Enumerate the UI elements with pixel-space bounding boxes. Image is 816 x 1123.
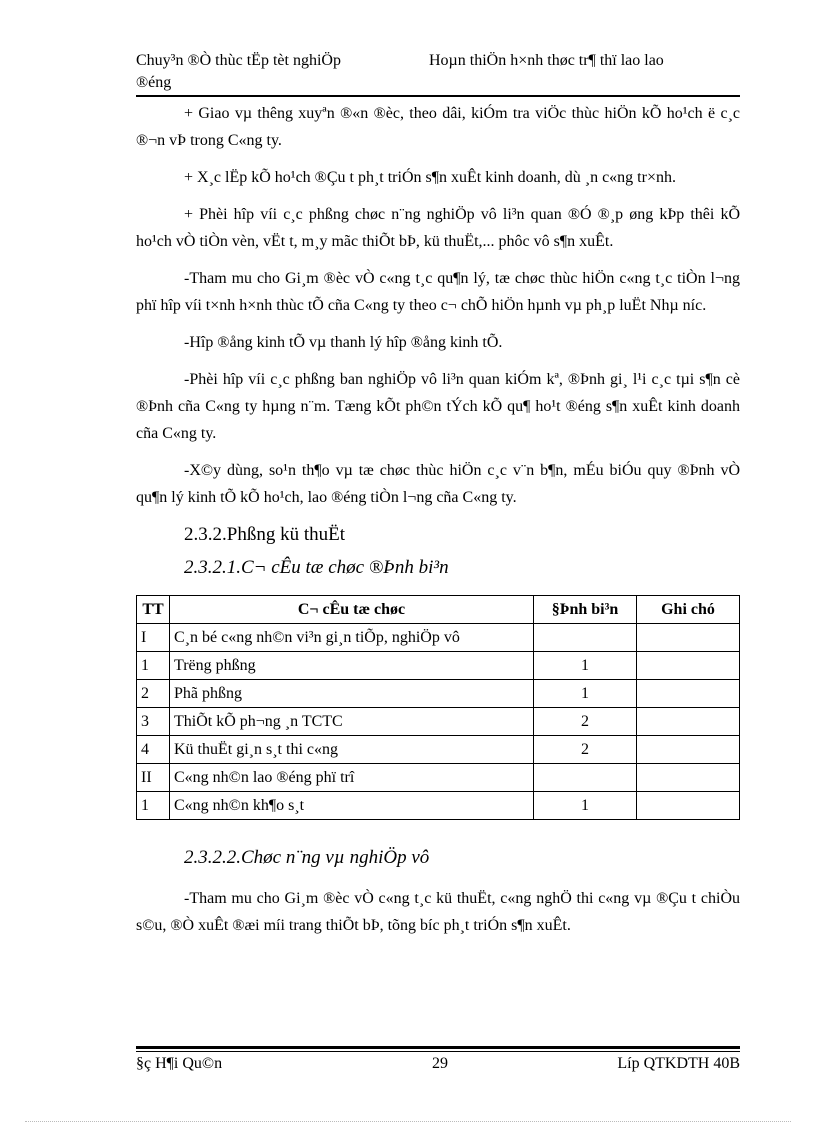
table-cell: 2	[137, 680, 170, 708]
paragraph: -Tham mu cho Gi¸m ®èc vÒ c«ng t¸c kü thuËt, c«ng nghÖ thi c«ng vµ ®Çu t chiÒu s©u, ®Ò xuÊt ®æi míi trang thiÕt bÞ, tõng bíc ph¸t triÓn s¶n xuÊt.	[136, 890, 740, 934]
table-cell: 2	[534, 736, 637, 764]
staffing-table	[136, 595, 740, 820]
column-header: Ghi chó	[637, 596, 740, 624]
table-cell	[534, 764, 637, 792]
footer-rule-thin	[136, 1051, 740, 1052]
table-cell: Phã phßng	[170, 680, 534, 708]
paragraph: -Tham mu cho Gi¸m ®èc vÒ c«ng t¸c qu¶n lý, tæ chøc thùc hiÖn c«ng t¸c tiÒn l¬ng phï hîp víi t×nh h×nh thùc tÕ cña C«ng ty theo c¬ chÕ hiÖn hµnh vµ ph¸p luËt Nhµ níc.	[136, 270, 740, 314]
table-row	[137, 652, 740, 680]
table-cell: C«ng nh©n kh¶o s¸t	[170, 792, 534, 820]
table-cell: ThiÕt kÕ ph¬ng ¸n TCTC	[170, 708, 534, 736]
table-cell: C«ng nh©n lao ®éng phï trî	[170, 764, 534, 792]
paragraph: -X©y dùng, so¹n th¶o vµ tæ chøc thùc hiÖn c¸c v¨n b¶n, mÉu biÓu quy ®Þnh vÒ qu¶n lý kinh tÕ kÕ ho¹ch, lao ®éng tiÒn l¬ng cña C«ng ty.	[136, 462, 740, 506]
header-left: Chuy³n ®Ò thùc tËp tèt nghiÖp	[136, 52, 341, 69]
footer-rule	[136, 1046, 740, 1049]
table-row	[137, 624, 740, 652]
table-row	[137, 680, 740, 708]
header-right: Hoµn thiÖn h×nh thøc tr¶ thï lao lao	[429, 52, 664, 69]
table-cell: 4	[137, 736, 170, 764]
table-cell: II	[137, 764, 170, 792]
table-cell: 1	[534, 680, 637, 708]
header-left-continued: ®éng	[136, 74, 172, 91]
subsection-title: 2.3.2.1.C¬ cÊu tæ chøc ®Þnh bi³n	[184, 557, 449, 578]
table-row	[137, 764, 740, 792]
table-cell: C¸n bé c«ng nh©n vi³n gi¸n tiÕp, nghiÖp vô	[170, 624, 534, 652]
table-cell	[637, 764, 740, 792]
paragraph: + Phèi hîp víi c¸c phßng chøc n¨ng nghiÖp vô li³n quan ®Ó ®¸p øng kÞp thêi kÕ ho¹ch vÒ tiÒn vèn, vËt t, m¸y mãc thiÕt bÞ, kü thuËt,... phôc vô s¶n xuÊt.	[136, 206, 740, 250]
header-rule	[136, 95, 740, 97]
column-header: §Þnh bi³n	[534, 596, 637, 624]
subsection-title: 2.3.2.2.Chøc n¨ng vµ nghiÖp vô	[184, 847, 430, 868]
paragraph: -Phèi hîp víi c¸c phßng ban nghiÖp vô li³n quan kiÓm kª, ®Þnh gi¸ l¹i c¸c tµi s¶n cè ®Þnh cña C«ng ty hµng n¨m. Tæng kÕt ph©n tÝch kÕ qu¶ ho¹t ®éng s¶n xuÊt kinh doanh cña C«ng ty.	[136, 371, 740, 442]
table-cell: 1	[137, 652, 170, 680]
table-cell	[534, 624, 637, 652]
table-cell: 3	[137, 708, 170, 736]
page-content	[136, 100, 740, 949]
table-cell	[637, 624, 740, 652]
page-edge-divider	[25, 1121, 791, 1122]
paragraph: + Giao vµ thêng xuyªn ®«n ®èc, theo dâi, kiÓm tra viÖc thùc hiÖn kÕ ho¹ch ë c¸c ®¬n vÞ trong C«ng ty.	[136, 105, 740, 149]
table-row	[137, 792, 740, 820]
column-header: C¬ cÊu tæ chøc	[170, 596, 534, 624]
table-cell: Trëng phßng	[170, 652, 534, 680]
paragraph: + X¸c lËp kÕ ho¹ch ®Çu t ph¸t triÓn s¶n xuÊt kinh doanh, dù ¸n c«ng tr×nh.	[184, 169, 676, 186]
table-cell	[637, 652, 740, 680]
table-cell	[637, 736, 740, 764]
table-row	[137, 708, 740, 736]
paragraph: -Hîp ®ång kinh tÕ vµ thanh lý hîp ®ång kinh tÕ.	[184, 334, 503, 351]
footer-class: Líp QTKDTH 40B	[617, 1055, 740, 1072]
table-cell	[637, 708, 740, 736]
table-cell: 1	[137, 792, 170, 820]
table-cell: I	[137, 624, 170, 652]
table-row	[137, 736, 740, 764]
table-cell: 1	[534, 652, 637, 680]
table-cell: 1	[534, 792, 637, 820]
footer-author: §ç H¶i Qu©n	[136, 1055, 223, 1072]
table-cell: 2	[534, 708, 637, 736]
section-title: 2.3.2.Phßng kü thuËt	[184, 524, 345, 545]
table-cell: Kü thuËt gi¸n s¸t thi c«ng	[170, 736, 534, 764]
page-number: 29	[432, 1055, 448, 1072]
table-header-row	[137, 596, 740, 624]
table-cell	[637, 792, 740, 820]
column-header: TT	[137, 596, 170, 624]
table-cell	[637, 680, 740, 708]
